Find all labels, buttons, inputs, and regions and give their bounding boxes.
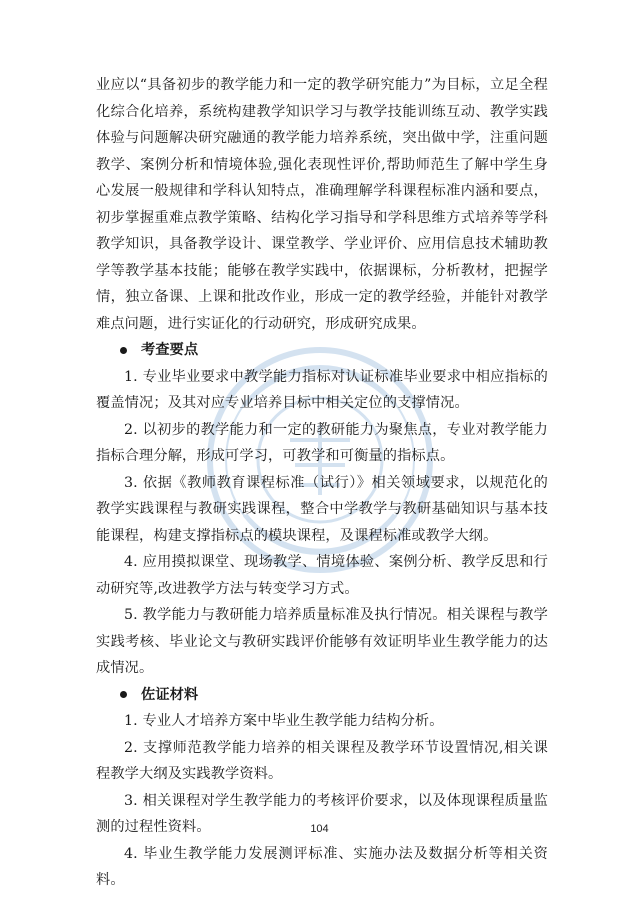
section-heading-label: 考查要点 [141, 342, 199, 358]
key-point-item: 2. 以初步的教学能力和一定的教研能力为聚焦点，专业对教学能力指标合理分解，形成可学习，可教学和可衡量的指标点。 [96, 421, 548, 464]
evidence-item: 2. 支撑师范教学能力培养的相关课程及教学环节设置情况,相关课程教学大纲及实践教学资料。 [96, 739, 548, 782]
evidence-item: 3. 相关课程对学生教学能力的考核评价要求，以及体现课程质量监测的过程性资料。 [96, 792, 548, 835]
bullet-icon [120, 691, 127, 698]
key-point-item: 5. 教学能力与教研能力培养质量标准及执行情况。相关课程与教学实践考核、毕业论文与教研实践评价能够有效证明毕业生教学能力的达成情况。 [96, 607, 548, 676]
key-point-item: 1. 专业毕业要求中教学能力指标对认证标准毕业要求中相应指标的覆盖情况；及其对应专业培养目标中相关定位的支撑情况。 [96, 368, 548, 411]
section-heading-evidence [96, 682, 548, 709]
section-heading-label: 佐证材料 [141, 686, 199, 703]
section-heading-key-points [96, 337, 548, 364]
bullet-icon [120, 347, 127, 354]
document-body [96, 72, 548, 894]
page-number: 104 [310, 823, 329, 835]
key-point-item: 4. 应用摸拟课堂、现场教学、情境体验、案例分析、教学反思和行动研究等,改进教学方法与转变学习方式。 [96, 554, 548, 597]
evidence-item: 1. 专业人才培养方案中毕业生教学能力结构分析。 [124, 713, 444, 729]
evidence-item: 4. 毕业生教学能力发展测评标准、实施办法及数据分析等相关资料。 [96, 845, 548, 888]
key-point-item: 3. 依据《教师教育课程标准（试行）》相关领域要求，以规范化的教学实践课程与教研实践课程，整合中学教学与教研基础知识与基本技能课程，构建支撑指标点的模块课程，及课程标准或教学大纲。 [96, 474, 548, 544]
intro-paragraph: 业应以“具备初步的教学能力和一定的教学研究能力”为目标，立足全程化综合化培养，系统构建教学知识学习与教学技能训练互动、教学实践体验与问题解决研究融通的教学能力培养系统，突出做中学，注重问题教学、案例分析和情境体验,强化表现性评价,帮助师范生了解中学生身心发展一般规律和学科认知特点，准确理解学科课程标准内涵和要点，初步掌握重难点教学策略、结构化学习指导和学科思维方式培养等学科教学知识，具备教学设计、课堂教学、学业评价、应用信息技术辅助教学等教学基本技能；能够在教学实践中，依据课标，分析教材，把握学情，独立备课、上课和批改作业，形成一定的教学经验，并能针对教学难点问题，进行实证化的行动研究，形成研究成果。 [96, 77, 548, 332]
